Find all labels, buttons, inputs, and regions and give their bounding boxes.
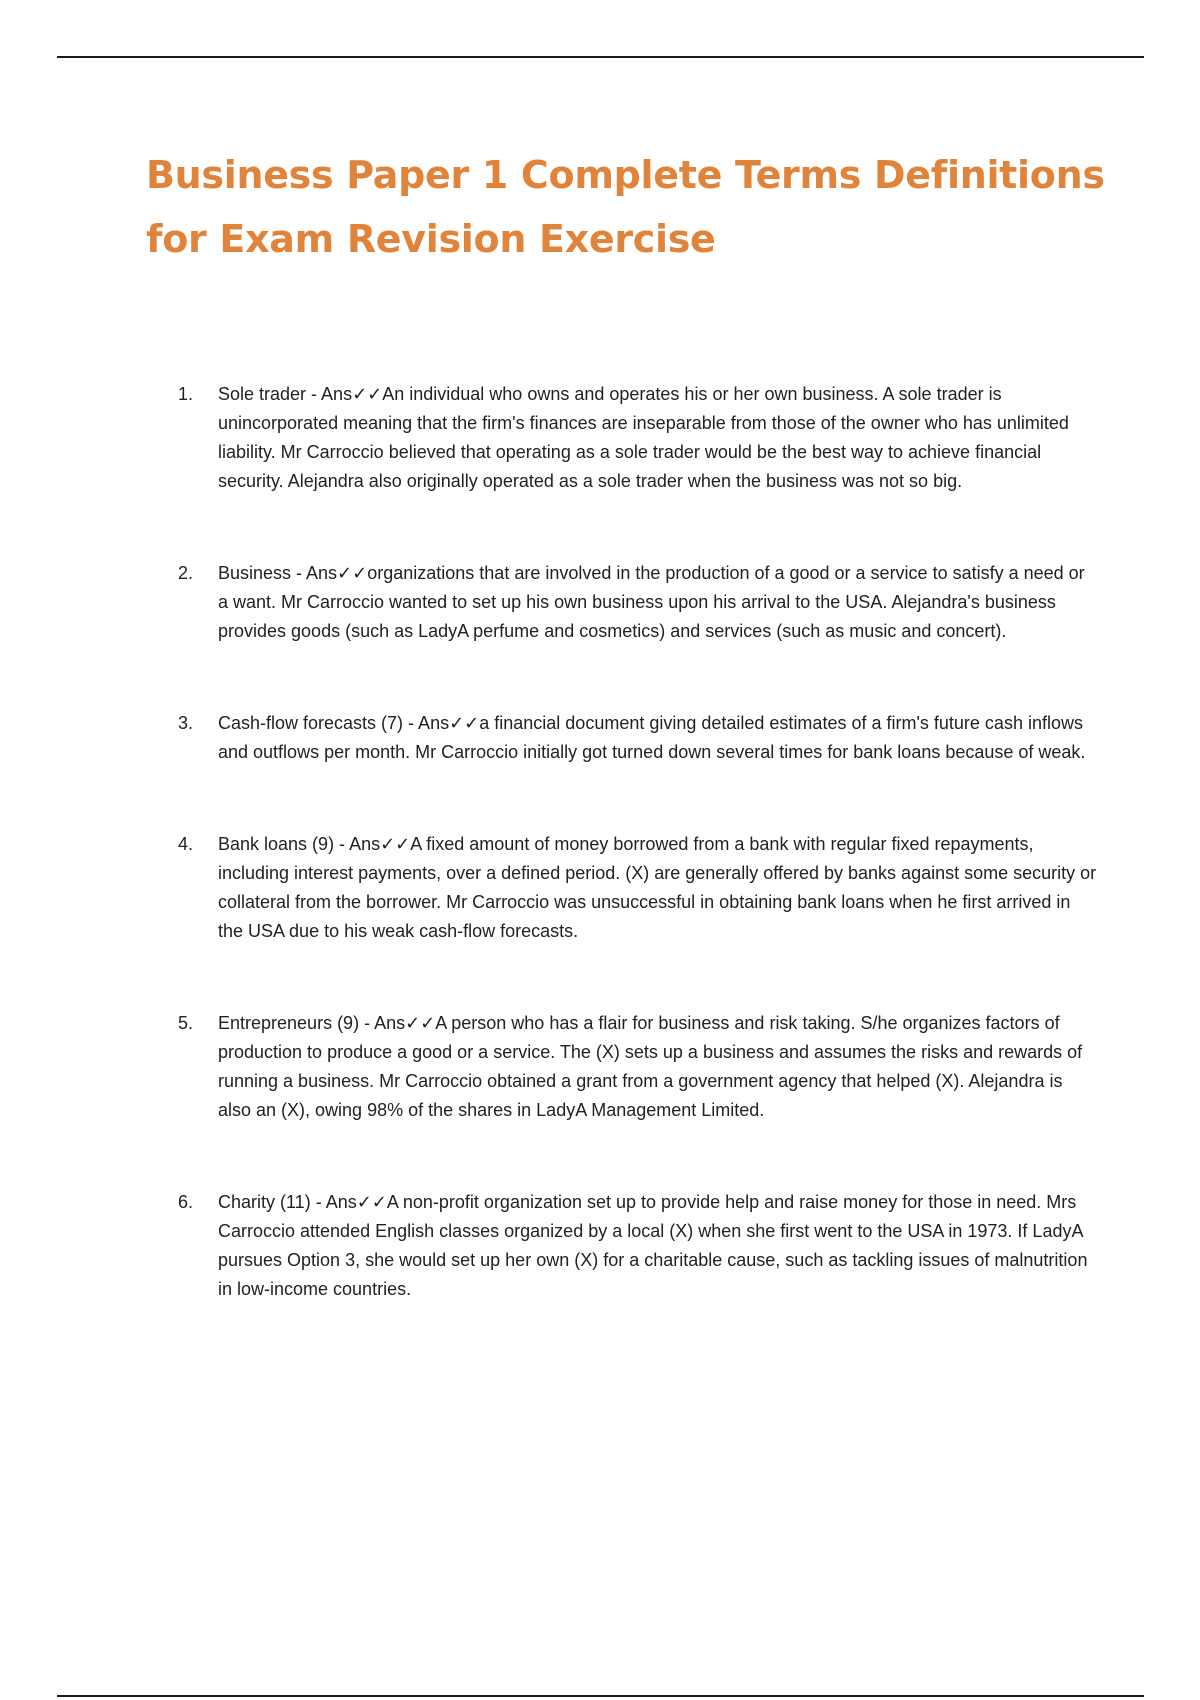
terms-list: [178, 380, 1098, 1304]
item-text: Cash-flow forecasts (7) - Ans✓✓a financial document giving detailed estimates of a firm's future cash inflows and outflows per month. Mr Carroccio initially got turned down several times for bank loans because of weak.: [218, 713, 1086, 762]
item-number: 4.: [178, 834, 194, 854]
list-item: [178, 1009, 1098, 1125]
item-text: Sole trader - Ans✓✓An individual who owns and operates his or her own business. A sole trader is unincorporated meaning that the firm's finances are inseparable from those of the owner who has unlimited liability. Mr Carroccio believed that operating as a sole trader would be the best way to achieve financial security. Alejandra also originally operated as a sole trader when the business was not so big.: [218, 384, 1069, 491]
item-number: 2.: [178, 563, 194, 583]
item-text: Bank loans (9) - Ans✓✓A fixed amount of money borrowed from a bank with regular fixed repayments, including interest payments, over a defined period. (X) are generally offered by banks against some security or collateral from the borrower. Mr Carroccio was unsuccessful in obtaining bank loans when he first arrived in the USA due to his weak cash-flow forecasts.: [218, 834, 1097, 941]
list-item: [178, 709, 1098, 767]
list-item: [178, 1188, 1098, 1304]
bottom-rule: [57, 1695, 1144, 1697]
list-item: [178, 380, 1098, 496]
item-number: 6.: [178, 1192, 194, 1212]
item-number: 5.: [178, 1013, 194, 1033]
list-item: [178, 559, 1098, 646]
item-number: 3.: [178, 713, 194, 733]
item-number: 1.: [178, 384, 194, 404]
top-rule: [57, 56, 1144, 58]
item-text: Charity (11) - Ans✓✓A non-profit organization set up to provide help and raise money for those in need. Mrs Carroccio attended English classes organized by a local (X) when she first went to the USA in 1973. If LadyA pursues Option 3, she would set up her own (X) for a charitable cause, such as tackling issues of malnutrition in low-income countries.: [218, 1192, 1088, 1299]
item-text: Business - Ans✓✓organizations that are involved in the production of a good or a service to satisfy a need or a want. Mr Carroccio wanted to set up his own business upon his arrival to the USA. Alejandra's business provides goods (such as LadyA perfume and cosmetics) and services (such as music and concert).: [218, 563, 1085, 641]
item-text: Entrepreneurs (9) - Ans✓✓A person who has a flair for business and risk taking. S/he organizes factors of production to produce a good or a service. The (X) sets up a business and assumes the risks and rewards of running a business. Mr Carroccio obtained a grant from a government agency that helped (X). Alejandra is also an (X), owing 98% of the shares in LadyA Management Limited.: [218, 1013, 1083, 1120]
page-title: Business Paper 1 Complete Terms Definitions for Exam Revision Exercise: [146, 153, 1105, 261]
list-item: [178, 830, 1098, 946]
